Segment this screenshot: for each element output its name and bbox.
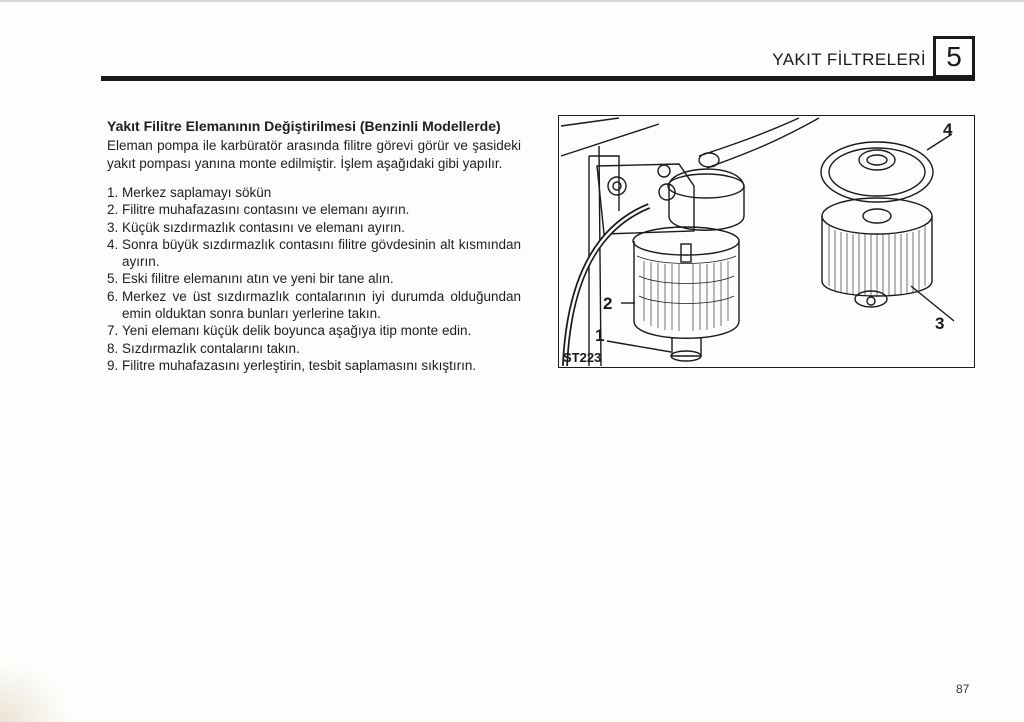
callout-4: 4 — [943, 120, 953, 139]
figure-code: ST223 — [563, 350, 602, 365]
step-text: Filitre muhafazasını yerleştirin, tesbit saplamasını sıkıştırın. — [122, 357, 477, 373]
step-item — [107, 357, 521, 374]
step-text: Eski filitre elemanını atın ve yeni bir tane alın. — [122, 271, 394, 287]
step-item — [107, 270, 521, 287]
callout-1: 1 — [595, 326, 605, 345]
page-number: 87 — [956, 682, 970, 696]
step-number: 3. — [107, 219, 119, 235]
step-text: Yeni elemanı küçük delik boyunca aşağıya itip monte edin. — [122, 323, 472, 339]
step-item — [107, 184, 521, 201]
step-number: 2. — [107, 202, 119, 218]
step-item — [107, 322, 521, 339]
step-number: 1. — [107, 185, 119, 200]
chapter-number-box: 5 — [933, 36, 975, 78]
text-column — [107, 117, 521, 374]
step-text: Küçük sızdırmazlık contasını ve elemanı ayırın. — [122, 219, 405, 235]
step-number: 6. — [107, 288, 119, 304]
header-rule — [101, 76, 933, 81]
step-text: Sonra büyük sızdırmazlık contasını filitre gövdesinin alt kısmından ayırın. — [122, 236, 521, 270]
step-number: 7. — [107, 323, 119, 339]
step-number: 9. — [107, 357, 119, 373]
section-heading: Yakıt Filitre Elemanının Değiştirilmesi (Benzinli Modellerde) — [107, 118, 501, 134]
step-text: Merkez ve üst sızdırmazlık contalarının iyi durumda olduğundan emin olduktan sonra bunları yerlerine takın. — [122, 288, 521, 322]
step-item — [107, 236, 521, 271]
step-item — [107, 288, 521, 323]
step-number: 8. — [107, 340, 119, 356]
procedure-steps — [107, 184, 521, 374]
fuel-filter-drawing — [559, 116, 973, 366]
step-item — [107, 219, 521, 236]
callout-2: 2 — [603, 294, 613, 313]
page-top-edge — [0, 0, 1024, 2]
fuel-filter-illustration — [558, 115, 975, 368]
step-text: Sızdırmazlık contalarını takın. — [122, 340, 300, 356]
chapter-title: YAKIT FİLTRELERİ — [772, 50, 926, 69]
paper-stain — [0, 662, 70, 722]
step-item — [107, 340, 521, 357]
header-rule-under-box — [933, 76, 975, 81]
step-text: Filitre muhafazasını contasını ve elemanı ayırın. — [122, 202, 410, 218]
step-text: Merkez saplamayı sökün — [122, 185, 272, 200]
intro-paragraph: Eleman pompa ile karbüratör arasında filitre görevi görür ve şasideki yakıt pompası yanına monte edilmiştir. İşlem aşağıdaki gibi yapılır. — [107, 138, 521, 171]
callout-3: 3 — [935, 314, 945, 333]
step-item — [107, 201, 521, 218]
step-number: 5. — [107, 271, 119, 287]
step-number: 4. — [107, 236, 119, 252]
